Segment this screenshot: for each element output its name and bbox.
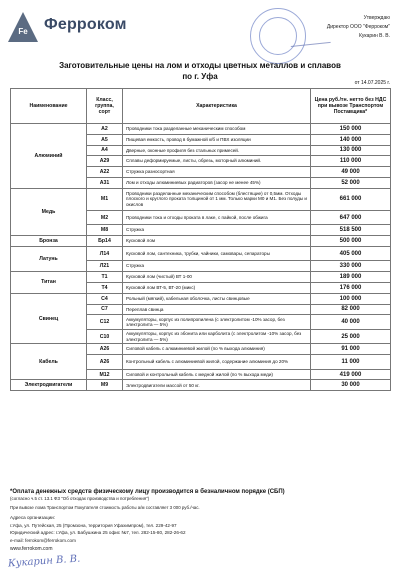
cell-grade: М2 [87,210,123,225]
title-line-1: Заготовительные цены на лом и отходы цветных металлов и сплавов [59,61,341,70]
contacts-block [10,514,390,544]
cell-grade: С12 [87,315,123,330]
cell-desc: Сплавы деформируемые, листы, обрезь, моторный алюминий. [123,156,311,167]
cell-desc: Аккумуляторы, корпус из полипропилена (с электролитом -10% засор, без электролита — 5%) [123,315,311,330]
cell-desc: Проводники тока разделанные механическим способом [123,124,311,135]
cell-price: 189 000 [311,272,391,283]
cell-desc: Кусковой лом ВТ-5, ВТ-20 (микс) [123,282,311,293]
cell-grade: А26 [87,355,123,370]
header-name: Наименование [11,89,87,124]
cell-desc: Стружка [123,261,311,272]
cell-desc: Кусковой лом [123,236,311,247]
table-header-row [11,89,391,124]
title-line-2: по г. Уфа [182,72,218,81]
brand-logo [8,12,168,52]
brand-name: Ферроком [44,16,127,33]
cell-grade: С7 [87,304,123,315]
cell-grade: А2 [87,124,123,135]
cell-price: 30 000 [311,380,391,391]
cell-grade: М8 [87,225,123,236]
table-row [11,124,391,135]
table-row [11,236,391,247]
cell-price: 40 000 [311,315,391,330]
cell-price: 647 000 [311,210,391,225]
cell-price: 82 000 [311,304,391,315]
cell-grade: М9 [87,380,123,391]
approval-line-2: Директор ООО "Ферроком" [326,24,390,30]
table-row [11,380,391,391]
cell-desc: Кусковой лом, сантехника, трубки, чайники, самовары, сепараторы [123,246,311,261]
cell-desc: Рольный (мягкий), кабельная оболочка, листы свинцовые [123,293,311,304]
cell-desc: Силовой кабель с алюминиевой жилой (по % выхода алюминия) [123,344,311,355]
cell-grade: Л21 [87,261,123,272]
payment-note: *Оплата денежных средств физическому лицу производится в безналичном порядке (СБП) [10,489,285,495]
cell-grade: Т4 [87,282,123,293]
cell-grade: М1 [87,188,123,210]
cell-price: 49 000 [311,167,391,178]
cell-price: 25 000 [311,329,391,344]
cell-price: 91 000 [311,344,391,355]
cell-price: 518 500 [311,225,391,236]
director-signature-icon [289,28,330,47]
cell-desc: Дверные, оконные профиля без стальных примесей. [123,145,311,156]
cell-price: 110 000 [311,156,391,167]
approval-line-1: Утверждаю [363,15,390,21]
address-line: г.Уфа, ул. Путейская, 25 (Промзона, территория Уфахимпром), тел. 229-42-97 [10,522,177,528]
cell-price: 150 000 [311,124,391,135]
cell-price: 130 000 [311,145,391,156]
cell-desc: Аккумуляторы, корпус из эбонита или карболита (с электролитом -10% засор, без электролита — 5%) [123,329,311,344]
cell-desc: Проводники тока и отходы проката в лаке, с пайкой, после обжига [123,210,311,225]
fe-icon-text: Fe [18,27,28,36]
metal-group-name: Латунь [11,246,87,271]
metal-group-name: Алюминий [11,124,87,189]
website-link[interactable]: www.ferrokom.com [10,546,53,552]
table-row [11,293,391,304]
approval-line-3: Кукарин В. В. [358,33,390,39]
cell-grade: А31 [87,177,123,188]
cell-price: 100 000 [311,293,391,304]
price-table-body [11,124,391,391]
cell-grade: А22 [87,167,123,178]
table-row [11,344,391,355]
cell-desc: Силовой и контрольный кабель с медной жилой (по % выхода меди) [123,369,311,380]
table-row [11,246,391,261]
pickup-note: При вывозе лома Транспортом Покупателя стоимость работы а/м составляет 3 000 руб./час. [10,505,200,510]
cell-price: 52 000 [311,177,391,188]
cell-price: 330 000 [311,261,391,272]
cell-desc: Стружка [123,225,311,236]
cell-grade: А29 [87,156,123,167]
header-price: Цена руб./тн. нетто без НДС при вывозе Транспортом Поставщика* [311,89,391,124]
cell-grade: Л14 [87,246,123,261]
cell-grade: С10 [87,329,123,344]
address-title: Адреса организации: [10,515,56,520]
cell-desc: Пищевая емкость, провод в бумажной к/б и ПВХ изоляции [123,134,311,145]
cell-grade: С4 [87,293,123,304]
cell-desc: Проводники разделанные механическим способом (блестящие) от 0,5мм. Отходы плоского и круглого проката толщиной от 1 мм. Только марки М0 и М1. Без полуды и окислов [123,188,311,210]
cell-desc: Лом и отходы алюминиевых радиаторов (засор не менее 45%) [123,177,311,188]
header-description: Характеристика [123,89,311,124]
cell-price: 176 000 [311,282,391,293]
cell-desc: Электродвигатели массой от 50 кг. [123,380,311,391]
cell-grade: Бр14 [87,236,123,247]
cell-grade: А5 [87,134,123,145]
cell-price: 419 000 [311,369,391,380]
document-date: от 14.07.2025 г. [354,80,390,86]
handwritten-signature: Кукарин В. В. [7,553,81,570]
metal-group-name: Бронза [11,236,87,247]
cell-grade: Т1 [87,272,123,283]
cell-desc: Переплав свинца [123,304,311,315]
cell-grade: А26 [87,344,123,355]
document-title [10,60,390,82]
metal-group-name: Медь [11,188,87,235]
header-grade: Класс, группа, сорт [87,89,123,124]
cell-price: 500 000 [311,236,391,247]
cell-price: 405 000 [311,246,391,261]
email-link[interactable]: e-mail: ferrokom@ferrokom.com [10,537,76,543]
cell-desc: Контрольный кабель с алюминиевой жилой, содержание алюминия до 20% [123,355,311,370]
cell-desc: Стружка разносортная [123,167,311,178]
payment-note-sub: (согласно ч.5 ст. 13.1 ФЗ "Об отходах производства и потребления") [10,496,150,501]
cell-price: 661 000 [311,188,391,210]
legal-address: Юридический адрес: г.Уфа, ул. Бабушкина 25 офис №7, тел. 282-15-80, 282-26-62 [10,530,186,536]
price-table [10,88,391,391]
metal-group-name: Титан [11,272,87,294]
cell-grade: А4 [87,145,123,156]
table-row [11,272,391,283]
table-row [11,188,391,210]
metal-group-name: Свинец [11,293,87,344]
metal-group-name: Электродвигатели [11,380,87,391]
cell-price: 11 000 [311,355,391,370]
metal-group-name: Кабель [11,344,87,380]
cell-price: 140 000 [311,134,391,145]
cell-desc: Кусковой лом (чистый) ВТ 1-00 [123,272,311,283]
cell-grade: М12 [87,369,123,380]
